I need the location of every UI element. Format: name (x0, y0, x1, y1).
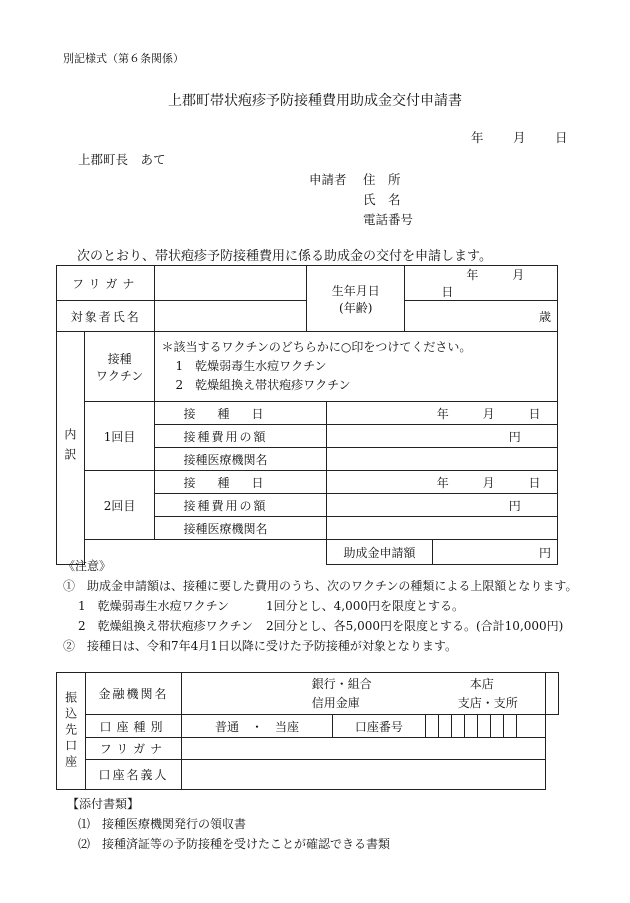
addressee: 上郡町長 あて (78, 152, 166, 167)
birthdate-label (307, 266, 405, 332)
first-date-label: 接 種 日 (155, 402, 326, 425)
birthdate-field[interactable] (405, 266, 558, 301)
second-year-unit: 年 (436, 475, 449, 490)
bank-institution-label: 金融機関名 (86, 673, 182, 715)
account-number-label: 口座番号 (333, 715, 425, 738)
account-digit-2[interactable] (438, 715, 451, 738)
bank-institution-field[interactable] (181, 673, 545, 715)
holder-furigana-field[interactable] (181, 738, 545, 760)
first-dose-label: 1回目 (84, 402, 155, 471)
account-holder-label: 口座名義人 (86, 760, 182, 790)
bank-type-2[interactable]: 信用金庫 (311, 695, 360, 710)
second-fee-unit: 円 (508, 498, 521, 513)
holder-furigana-label: フリガナ (86, 738, 182, 760)
subject-name-label: 対象者氏名 (57, 301, 155, 332)
second-facility-field[interactable] (326, 517, 557, 540)
form-number-label: 別記様式（第６条関係） (63, 52, 184, 65)
account-digit-5[interactable] (477, 715, 490, 738)
note-1: ① 助成金申請額は、接種に要した費用のうち、次のワクチンの種類による上限額となります。 (63, 579, 578, 593)
second-fee-field[interactable] (326, 494, 557, 517)
age-unit: 歳 (538, 309, 551, 324)
age-field[interactable] (405, 301, 558, 332)
breakdown-section-label (57, 332, 85, 565)
bank-account-table (56, 672, 559, 790)
account-digit-1[interactable] (425, 715, 438, 738)
second-month-unit: 月 (482, 475, 495, 490)
note-1-item-1-limit: 1回分とし、4,000円を限度とする。 (266, 599, 464, 613)
first-day-unit: 日 (528, 406, 541, 421)
date-month-label: 月 (513, 130, 526, 145)
application-table (56, 265, 558, 565)
attachment-1: ⑴ 接種医療機関発行の領収書 (78, 817, 247, 831)
second-day-unit: 日 (528, 475, 541, 490)
first-date-field[interactable] (326, 402, 557, 425)
applicant-label: 申請者 (309, 172, 347, 187)
bank-institution-end (546, 673, 559, 715)
vaccine-instruction: ＊該当するワクチンのどちらかに○印をつけてください。 (161, 340, 472, 354)
first-fee-field[interactable] (326, 425, 557, 448)
subject-furigana-label: フリガナ (57, 266, 155, 301)
bank-section-label: 振込先口座 (57, 673, 86, 790)
attachments-heading: 【添付書類】 (67, 797, 140, 811)
account-digit-7[interactable] (503, 715, 516, 738)
document-title: 上郡町帯状疱疹予防接種費用助成金交付申請書 (168, 93, 462, 109)
vaccine-label-line2: ワクチン (95, 368, 144, 383)
branch-type-2[interactable]: 支店・支所 (457, 695, 518, 710)
note-1-item-1-name: 1 乾燥弱毒生水痘ワクチン (78, 599, 230, 613)
note-2: ② 接種日は、令和7年4月1日以降に受けた予防接種が対象となります。 (63, 639, 457, 653)
first-facility-label: 接種医療機関名 (155, 448, 326, 471)
applicant-address-label: 住 所 (363, 172, 401, 187)
vaccine-label (84, 332, 155, 402)
subject-furigana-field[interactable] (155, 266, 307, 301)
applicant-phone-label: 電話番号 (363, 212, 414, 227)
vaccine-label-line1: 接種 (107, 351, 132, 366)
applicant-name-label: 氏 名 (363, 192, 401, 207)
total-spacer (84, 540, 326, 565)
vaccine-selection-cell (155, 332, 558, 402)
account-holder-field[interactable] (181, 760, 545, 790)
first-facility-field[interactable] (326, 448, 557, 471)
birth-day-unit: 日 (441, 285, 454, 299)
branch-type-1[interactable]: 本店 (469, 676, 494, 691)
first-fee-label: 接種費用の額 (155, 425, 326, 448)
notes-heading: 《注意》 (63, 559, 112, 573)
attachment-2: ⑵ 接種済証等の予防接種を受けたことが確認できる書類 (78, 837, 391, 851)
total-unit: 円 (538, 545, 551, 560)
total-label: 助成金申請額 (326, 540, 433, 565)
date-year-label: 年 (471, 130, 484, 145)
birth-year-unit: 年 (466, 268, 479, 282)
note-1-item-2-limit: 2回分とし、各5,000円を限度とする。(合計10,000円) (266, 619, 564, 633)
total-field[interactable] (433, 540, 558, 565)
birthdate-label-line2: (年齢) (339, 300, 373, 315)
account-number-end (516, 715, 545, 738)
first-month-unit: 月 (482, 406, 495, 421)
date-day-label: 日 (555, 130, 568, 145)
account-type-options[interactable]: 普通 ・ 当座 (181, 715, 332, 738)
account-type-label: 口座種別 (86, 715, 182, 738)
birth-month-unit: 月 (512, 268, 525, 282)
bank-type-1[interactable]: 銀行・組合 (311, 676, 372, 691)
vaccine-option-2[interactable]: 2 乾燥組換え帯状疱疹ワクチン (175, 378, 351, 392)
second-dose-label: 2回目 (84, 471, 155, 540)
note-1-item-2-name: 2 乾燥組換え帯状疱疹ワクチン (78, 619, 254, 633)
second-facility-label: 接種医療機関名 (155, 517, 326, 540)
breakdown-label-text: 内訳 (62, 428, 77, 468)
first-year-unit: 年 (436, 406, 449, 421)
first-fee-unit: 円 (508, 429, 521, 444)
second-date-field[interactable] (326, 471, 557, 494)
account-digit-4[interactable] (464, 715, 477, 738)
subject-name-field[interactable] (155, 301, 307, 332)
vaccine-option-1[interactable]: 1 乾燥弱毒生水痘ワクチン (175, 359, 327, 373)
birthdate-label-line1: 生年月日 (331, 283, 380, 298)
account-digit-6[interactable] (490, 715, 503, 738)
second-date-label: 接 種 日 (155, 471, 326, 494)
intro-text: 次のとおり、帯状疱疹予防接種費用に係る助成金の交付を申請します。 (77, 249, 492, 264)
account-digit-3[interactable] (451, 715, 464, 738)
second-fee-label: 接種費用の額 (155, 494, 326, 517)
